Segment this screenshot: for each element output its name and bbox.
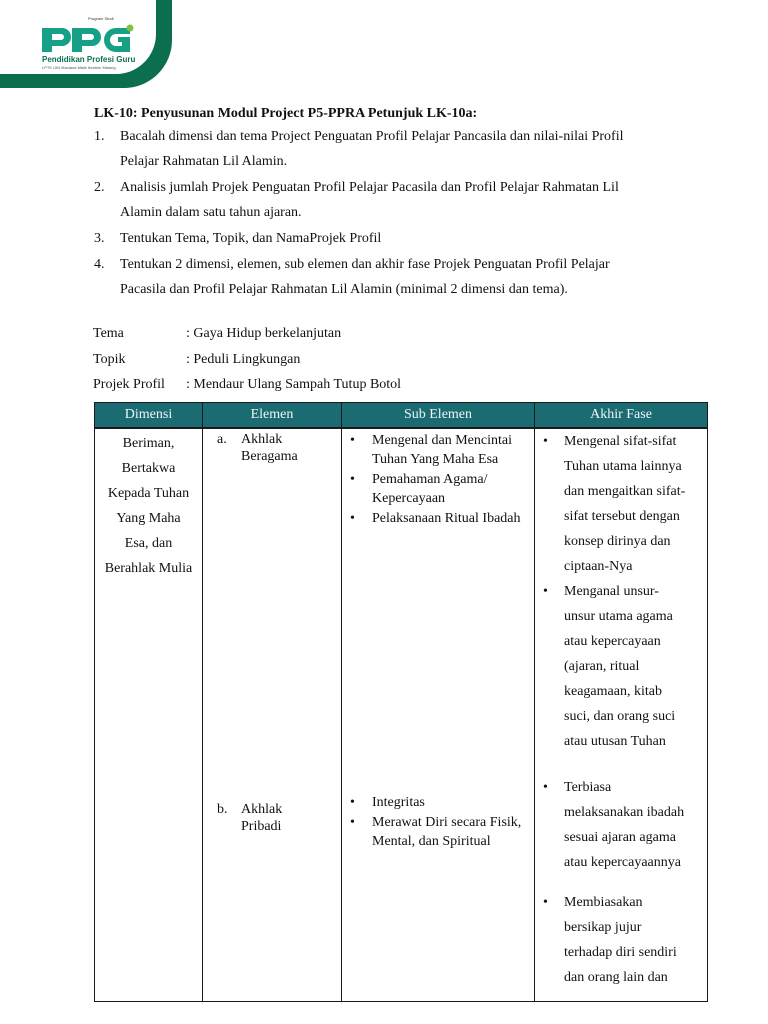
fase-line: dan mengaitkan sifat- <box>564 484 686 499</box>
instruction-line: Alamin dalam satu tahun ajaran. <box>120 205 302 220</box>
fase-line: suci, dan orang suci <box>564 709 676 724</box>
instruction-item <box>94 124 674 174</box>
instruction-item <box>94 226 674 251</box>
instruction-line: Bacalah dimensi dan tema Project Penguatan Profil Pelajar Pancasila dan nilai-nilai Profil <box>120 129 624 144</box>
fase-line: • Membiasakan <box>564 895 643 910</box>
sub-elemen-item: • Mengenal dan Mencintai Tuhan Yang Maha Esa <box>348 431 536 469</box>
elemen-letter: b. <box>217 802 228 817</box>
meta-value: : Gaya Hidup berkelanjutan <box>186 326 342 341</box>
dimensi-line: Yang Maha <box>116 511 181 526</box>
akhir-fase-list <box>541 890 707 990</box>
elemen-letter: a. <box>217 432 227 447</box>
fase-line: unsur utama agama <box>564 609 673 624</box>
sub-elemen-item: • Integritas <box>348 793 536 812</box>
instruction-line: Pelajar Rahmatan Lil Alamin. <box>120 154 288 169</box>
elemen-cell <box>203 428 342 1002</box>
fase-line: melaksanakan ibadah <box>564 805 685 820</box>
dimensi-line: Kepada Tuhan <box>107 486 190 501</box>
instruction-list <box>94 124 674 303</box>
meta-value: : Peduli Lingkungan <box>186 352 301 367</box>
meta-projek <box>93 377 401 393</box>
meta-label: Tema <box>93 326 124 341</box>
akhir-fase-list <box>541 775 707 875</box>
fase-line: • Mengenal sifat-sifat <box>564 434 677 449</box>
meta-topik <box>93 352 300 368</box>
akhir-fase-item <box>541 429 707 579</box>
akhir-fase-cell <box>535 428 708 1002</box>
fase-line: atau kepercayaannya <box>564 855 681 870</box>
fase-line: • Menganal unsur- <box>564 584 659 599</box>
fase-line: konsep dirinya dan <box>564 534 671 549</box>
sub-elemen-list-b <box>348 793 536 852</box>
sub-elemen-item: • Pemahaman Agama/ Kepercayaan <box>348 470 536 508</box>
elemen-text: Akhlak Beragama <box>241 432 298 464</box>
logo-small-text: Program Studi <box>88 16 114 21</box>
sub-elemen-item: • Pelaksanaan Ritual Ibadah <box>348 509 536 528</box>
instruction-line: Tentukan Tema, Topik, dan NamaProjek Profil <box>120 231 382 246</box>
instruction-line: Tentukan 2 dimensi, elemen, sub elemen dan akhir fase Projek Penguatan Profil Pelajar <box>120 257 610 272</box>
elemen-text: Akhlak Pribadi <box>241 802 283 834</box>
ppg-logo-icon <box>40 24 136 54</box>
table-row <box>95 428 708 1002</box>
fase-line: atau kepercayaan <box>564 634 661 649</box>
instruction-line: Pacasila dan Profil Pelajar Rahmatan Lil Alamin (minimal 2 dimensi dan tema). <box>120 282 568 297</box>
header-akhir-fase: Akhir Fase <box>535 403 708 429</box>
item-number: 3. <box>94 231 105 246</box>
logo-name: Pendidikan Profesi Guru <box>42 55 136 64</box>
meta-label: Projek Profil <box>93 377 165 392</box>
fase-line: sesuai ajaran agama <box>564 830 676 845</box>
instruction-item <box>94 175 674 225</box>
header-sub-elemen: Sub Elemen <box>342 403 535 429</box>
header-elemen: Elemen <box>203 403 342 429</box>
fase-line: Tuhan utama lainnya <box>564 459 682 474</box>
fase-line: dan orang lain dan <box>564 970 668 985</box>
item-number: 2. <box>94 180 105 195</box>
fase-line: sifat tersebut dengan <box>564 509 680 524</box>
modul-table <box>94 402 708 1002</box>
fase-line: • Terbiasa <box>564 780 612 795</box>
sub-elemen-cell <box>342 428 535 1002</box>
item-number: 1. <box>94 129 105 144</box>
sub-elemen-list-a <box>348 431 536 529</box>
akhir-fase-item <box>541 579 707 754</box>
document-title: LK-10: Penyusunan Modul Project P5-PPRA Petunjuk LK-10a: <box>94 106 478 121</box>
logo-subtitle: LPTK UIN Maulana Malik Ibrahim Malang <box>42 65 116 70</box>
akhir-fase-list <box>541 429 707 754</box>
fase-line: (ajaran, ritual <box>564 659 640 674</box>
meta-value: : Mendaur Ulang Sampah Tutup Botol <box>186 377 402 392</box>
dimensi-line: Berahlak Mulia <box>104 561 193 576</box>
header-dimensi: Dimensi <box>95 403 203 429</box>
akhir-fase-item <box>541 775 707 875</box>
dimensi-line: Beriman, <box>122 436 175 451</box>
logo <box>0 0 156 74</box>
table-header-row <box>95 403 708 429</box>
akhir-fase-item <box>541 890 707 990</box>
dimensi-cell <box>95 428 203 1002</box>
meta-tema <box>93 326 341 342</box>
instruction-item <box>94 252 674 302</box>
instruction-line: Analisis jumlah Projek Penguatan Profil Pelajar Pacasila dan Profil Pelajar Rahmatan Lil <box>120 180 619 195</box>
fase-line: bersikap jujur <box>564 920 642 935</box>
fase-line: terhadap diri sendiri <box>564 945 677 960</box>
fase-line: keagamaan, kitab <box>564 684 662 699</box>
fase-line: atau utusan Tuhan <box>564 734 666 749</box>
item-number: 4. <box>94 257 105 272</box>
dimensi-line: Esa, dan <box>124 536 173 551</box>
dimensi-line: Bertakwa <box>121 461 176 476</box>
meta-label: Topik <box>93 352 126 367</box>
sub-elemen-item: • Merawat Diri secara Fisik, Mental, dan Spiritual <box>348 813 536 851</box>
fase-line: ciptaan-Nya <box>564 559 633 574</box>
